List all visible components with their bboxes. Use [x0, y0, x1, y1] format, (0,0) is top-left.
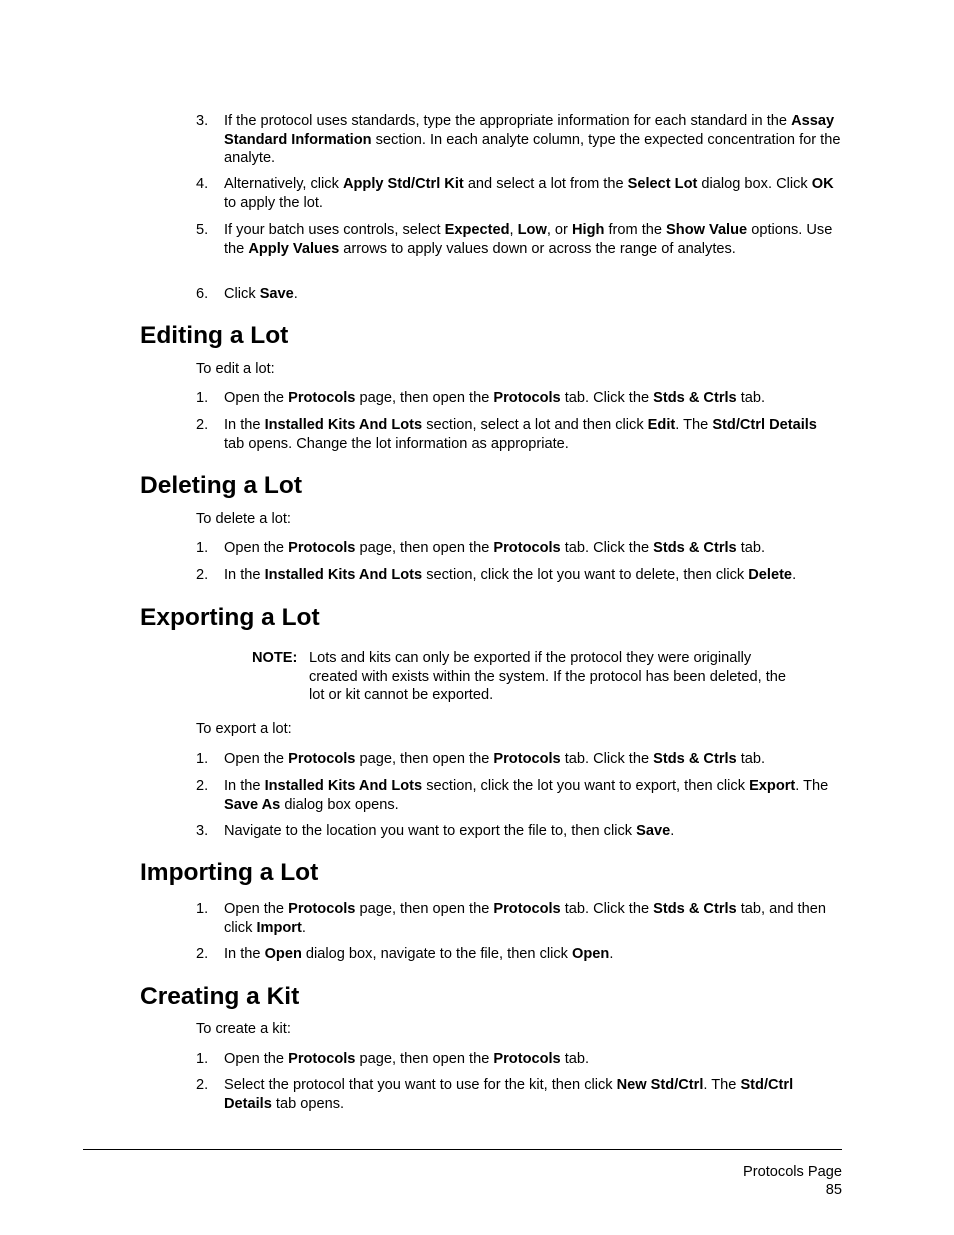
step-number: 3.	[196, 823, 209, 839]
section-intro: To export a lot:	[196, 721, 292, 737]
step-number: 1.	[196, 390, 209, 406]
list-item	[196, 900, 841, 937]
step-text: Open the Protocols page, then open the Protocols tab.	[224, 1051, 590, 1067]
step-number: 1.	[196, 1051, 209, 1067]
section-intro: To edit a lot:	[196, 361, 275, 377]
step-number: 4.	[196, 176, 209, 192]
list-item	[196, 1076, 841, 1113]
step-text: In the Installed Kits And Lots section, click the lot you want to export, then click Export. The Save As dialog box opens.	[224, 778, 829, 813]
note-text: Lots and kits can only be exported if the protocol they were originally created with exists within the system. If the protocol has been deleted, the lot or kit cannot be exported.	[309, 650, 786, 704]
step-text: In the Open dialog box, navigate to the file, then click Open.	[224, 946, 614, 962]
section-heading-creating: Creating a Kit	[140, 983, 300, 1010]
section-heading-editing: Editing a Lot	[140, 322, 289, 349]
list-item	[196, 221, 841, 258]
section-heading-exporting: Exporting a Lot	[140, 604, 320, 631]
step-number: 2.	[196, 417, 209, 433]
step-number: 1.	[196, 901, 209, 917]
step-number: 1.	[196, 540, 209, 556]
list-item	[196, 945, 841, 964]
step-number: 2.	[196, 567, 209, 583]
note-label: NOTE:	[252, 650, 298, 666]
list-item	[196, 285, 841, 304]
step-number: 2.	[196, 778, 209, 794]
step-text: Open the Protocols page, then open the Protocols tab. Click the Stds & Ctrls tab, and then click Import.	[224, 901, 826, 936]
step-text: If your batch uses controls, select Expected, Low, or High from the Show Value options. Use the Apply Values arrows to apply values down or across the range of analytes.	[224, 222, 833, 257]
step-number: 5.	[196, 222, 209, 238]
step-number: 6.	[196, 286, 209, 302]
list-item	[196, 777, 841, 814]
list-item	[196, 750, 841, 769]
section-intro: To delete a lot:	[196, 511, 291, 527]
list-item	[196, 1050, 841, 1069]
footer-section-title: Protocols Page	[743, 1164, 842, 1180]
step-text: Select the protocol that you want to use for the kit, then click New Std/Ctrl. The Std/Ctrl Details tab opens.	[224, 1077, 794, 1112]
step-text: Open the Protocols page, then open the Protocols tab. Click the Stds & Ctrls tab.	[224, 540, 766, 556]
list-item	[196, 566, 841, 585]
list-item	[196, 112, 841, 168]
list-item	[196, 416, 841, 453]
step-text: Open the Protocols page, then open the Protocols tab. Click the Stds & Ctrls tab.	[224, 751, 766, 767]
note-box	[252, 649, 812, 705]
step-text: In the Installed Kits And Lots section, click the lot you want to delete, then click Delete.	[224, 567, 797, 583]
list-item	[196, 175, 841, 212]
section-intro: To create a kit:	[196, 1021, 291, 1037]
step-text: Click Save.	[224, 286, 298, 302]
step-text: In the Installed Kits And Lots section, select a lot and then click Edit. The Std/Ctrl Details tab opens. Change the lot information as appropriate.	[224, 417, 817, 452]
footer-divider	[83, 1149, 842, 1150]
page-number: 85	[825, 1182, 842, 1198]
step-text: Navigate to the location you want to export the file to, then click Save.	[224, 823, 675, 839]
step-number: 2.	[196, 1077, 209, 1093]
step-text: If the protocol uses standards, type the appropriate information for each standard in the Assay Standard Information section. In each analyte column, type the expected concentration for the analyte.	[224, 113, 841, 167]
step-number: 2.	[196, 946, 209, 962]
step-text: Open the Protocols page, then open the Protocols tab. Click the Stds & Ctrls tab.	[224, 390, 766, 406]
step-number: 1.	[196, 751, 209, 767]
page-footer	[743, 1163, 842, 1199]
step-text: Alternatively, click Apply Std/Ctrl Kit and select a lot from the Select Lot dialog box. Click OK to apply the lot.	[224, 176, 834, 211]
list-item	[196, 822, 841, 841]
list-item	[196, 389, 841, 408]
list-item	[196, 539, 841, 558]
section-heading-importing: Importing a Lot	[140, 859, 319, 886]
section-heading-deleting: Deleting a Lot	[140, 472, 302, 499]
step-number: 3.	[196, 113, 209, 129]
